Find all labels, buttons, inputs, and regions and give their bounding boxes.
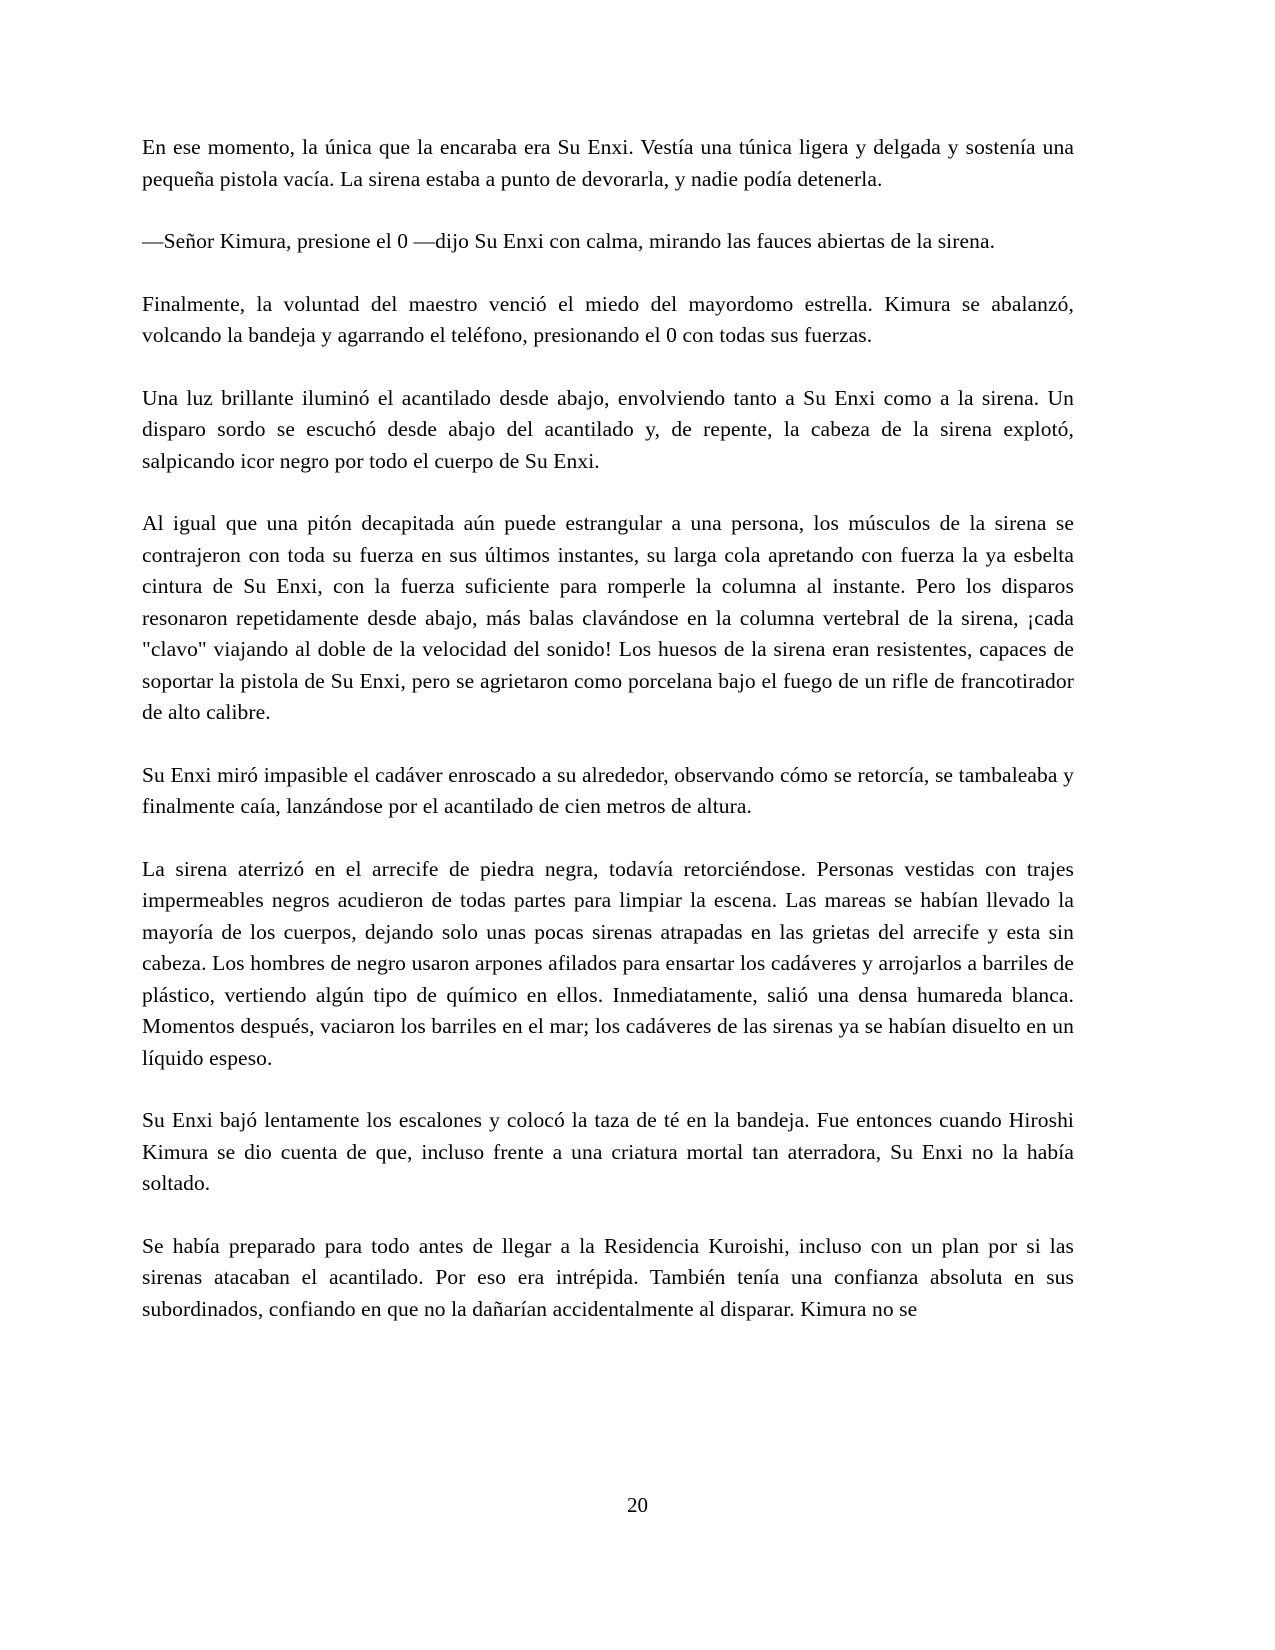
text-block bbox=[142, 132, 1074, 1325]
paragraph: Al igual que una pitón decapitada aún puede estrangular a una persona, los músculos de la sirena se contrajeron con toda su fuerza en sus últimos instantes, su larga cola apretando con fuerza la ya esbelta cintura de Su Enxi, con la fuerza suficiente para romperle la columna al instante. Pero los disparos resonaron repetidamente desde abajo, más balas clavándose en la columna vertebral de la sirena, ¡cada "clavo" viajando al doble de la velocidad del sonido! Los huesos de la sirena eran resistentes, capaces de soportar la pistola de Su Enxi, pero se agrietaron como porcelana bajo el fuego de un rifle de francotirador de alto calibre. bbox=[142, 511, 1074, 724]
paragraph: Una luz brillante iluminó el acantilado desde abajo, envolviendo tanto a Su Enxi como a la sirena. Un disparo sordo se escuchó desde abajo del acantilado y, de repente, la cabeza de la sirena explotó, salpicando icor negro por todo el cuerpo de Su Enxi. bbox=[142, 385, 1074, 473]
paragraph: En ese momento, la única que la encaraba era Su Enxi. Vestía una túnica ligera y delgada y sostenía una pequeña pistola vacía. La sirena estaba a punto de devorarla, y nadie podía detenerla. bbox=[142, 135, 1074, 191]
paragraph: Su Enxi miró impasible el cadáver enroscado a su alrededor, observando cómo se retorcía, se tambaleaba y finalmente caía, lanzándose por el acantilado de cien metros de altura. bbox=[142, 762, 1074, 818]
paragraph: Se había preparado para todo antes de llegar a la Residencia Kuroishi, incluso con un plan por si las sirenas atacaban el acantilado. Por eso era intrépida. También tenía una confianza absoluta en sus subordinados, confiando en que no la dañarían accidentalmente al disparar. Kimura no se bbox=[142, 1233, 1074, 1321]
page-number: 20 bbox=[627, 1493, 648, 1517]
paragraph: Finalmente, la voluntad del maestro venció el miedo del mayordomo estrella. Kimura se abalanzó, volcando la bandeja y agarrando el teléfono, presionando el 0 con todas sus fuerzas. bbox=[142, 291, 1074, 347]
paragraph: —Señor Kimura, presione el 0 —dijo Su Enxi con calma, mirando las fauces abiertas de la sirena. bbox=[142, 229, 996, 253]
paragraph: Su Enxi bajó lentamente los escalones y colocó la taza de té en la bandeja. Fue entonces cuando Hiroshi Kimura se dio cuenta de que, incluso frente a una criatura mortal tan aterradora, Su Enxi no la había soltado. bbox=[142, 1108, 1074, 1195]
paragraph: La sirena aterrizó en el arrecife de piedra negra, todavía retorciéndose. Personas vestidas con trajes impermeables negros acudieron de todas partes para limpiar la escena. Las mareas se habían llevado la mayoría de los cuerpos, dejando solo unas pocas sirenas atrapadas en las grietas del arrecife y esta sin cabeza. Los hombres de negro usaron arpones afilados para ensartar los cadáveres y arrojarlos a barriles de plástico, vertiendo algún tipo de químico en ellos. Inmediatamente, salió una densa humareda blanca. Momentos después, vaciaron los barriles en el mar; los cadáveres de las sirenas ya se habían disuelto en un líquido espeso. bbox=[142, 856, 1074, 1070]
